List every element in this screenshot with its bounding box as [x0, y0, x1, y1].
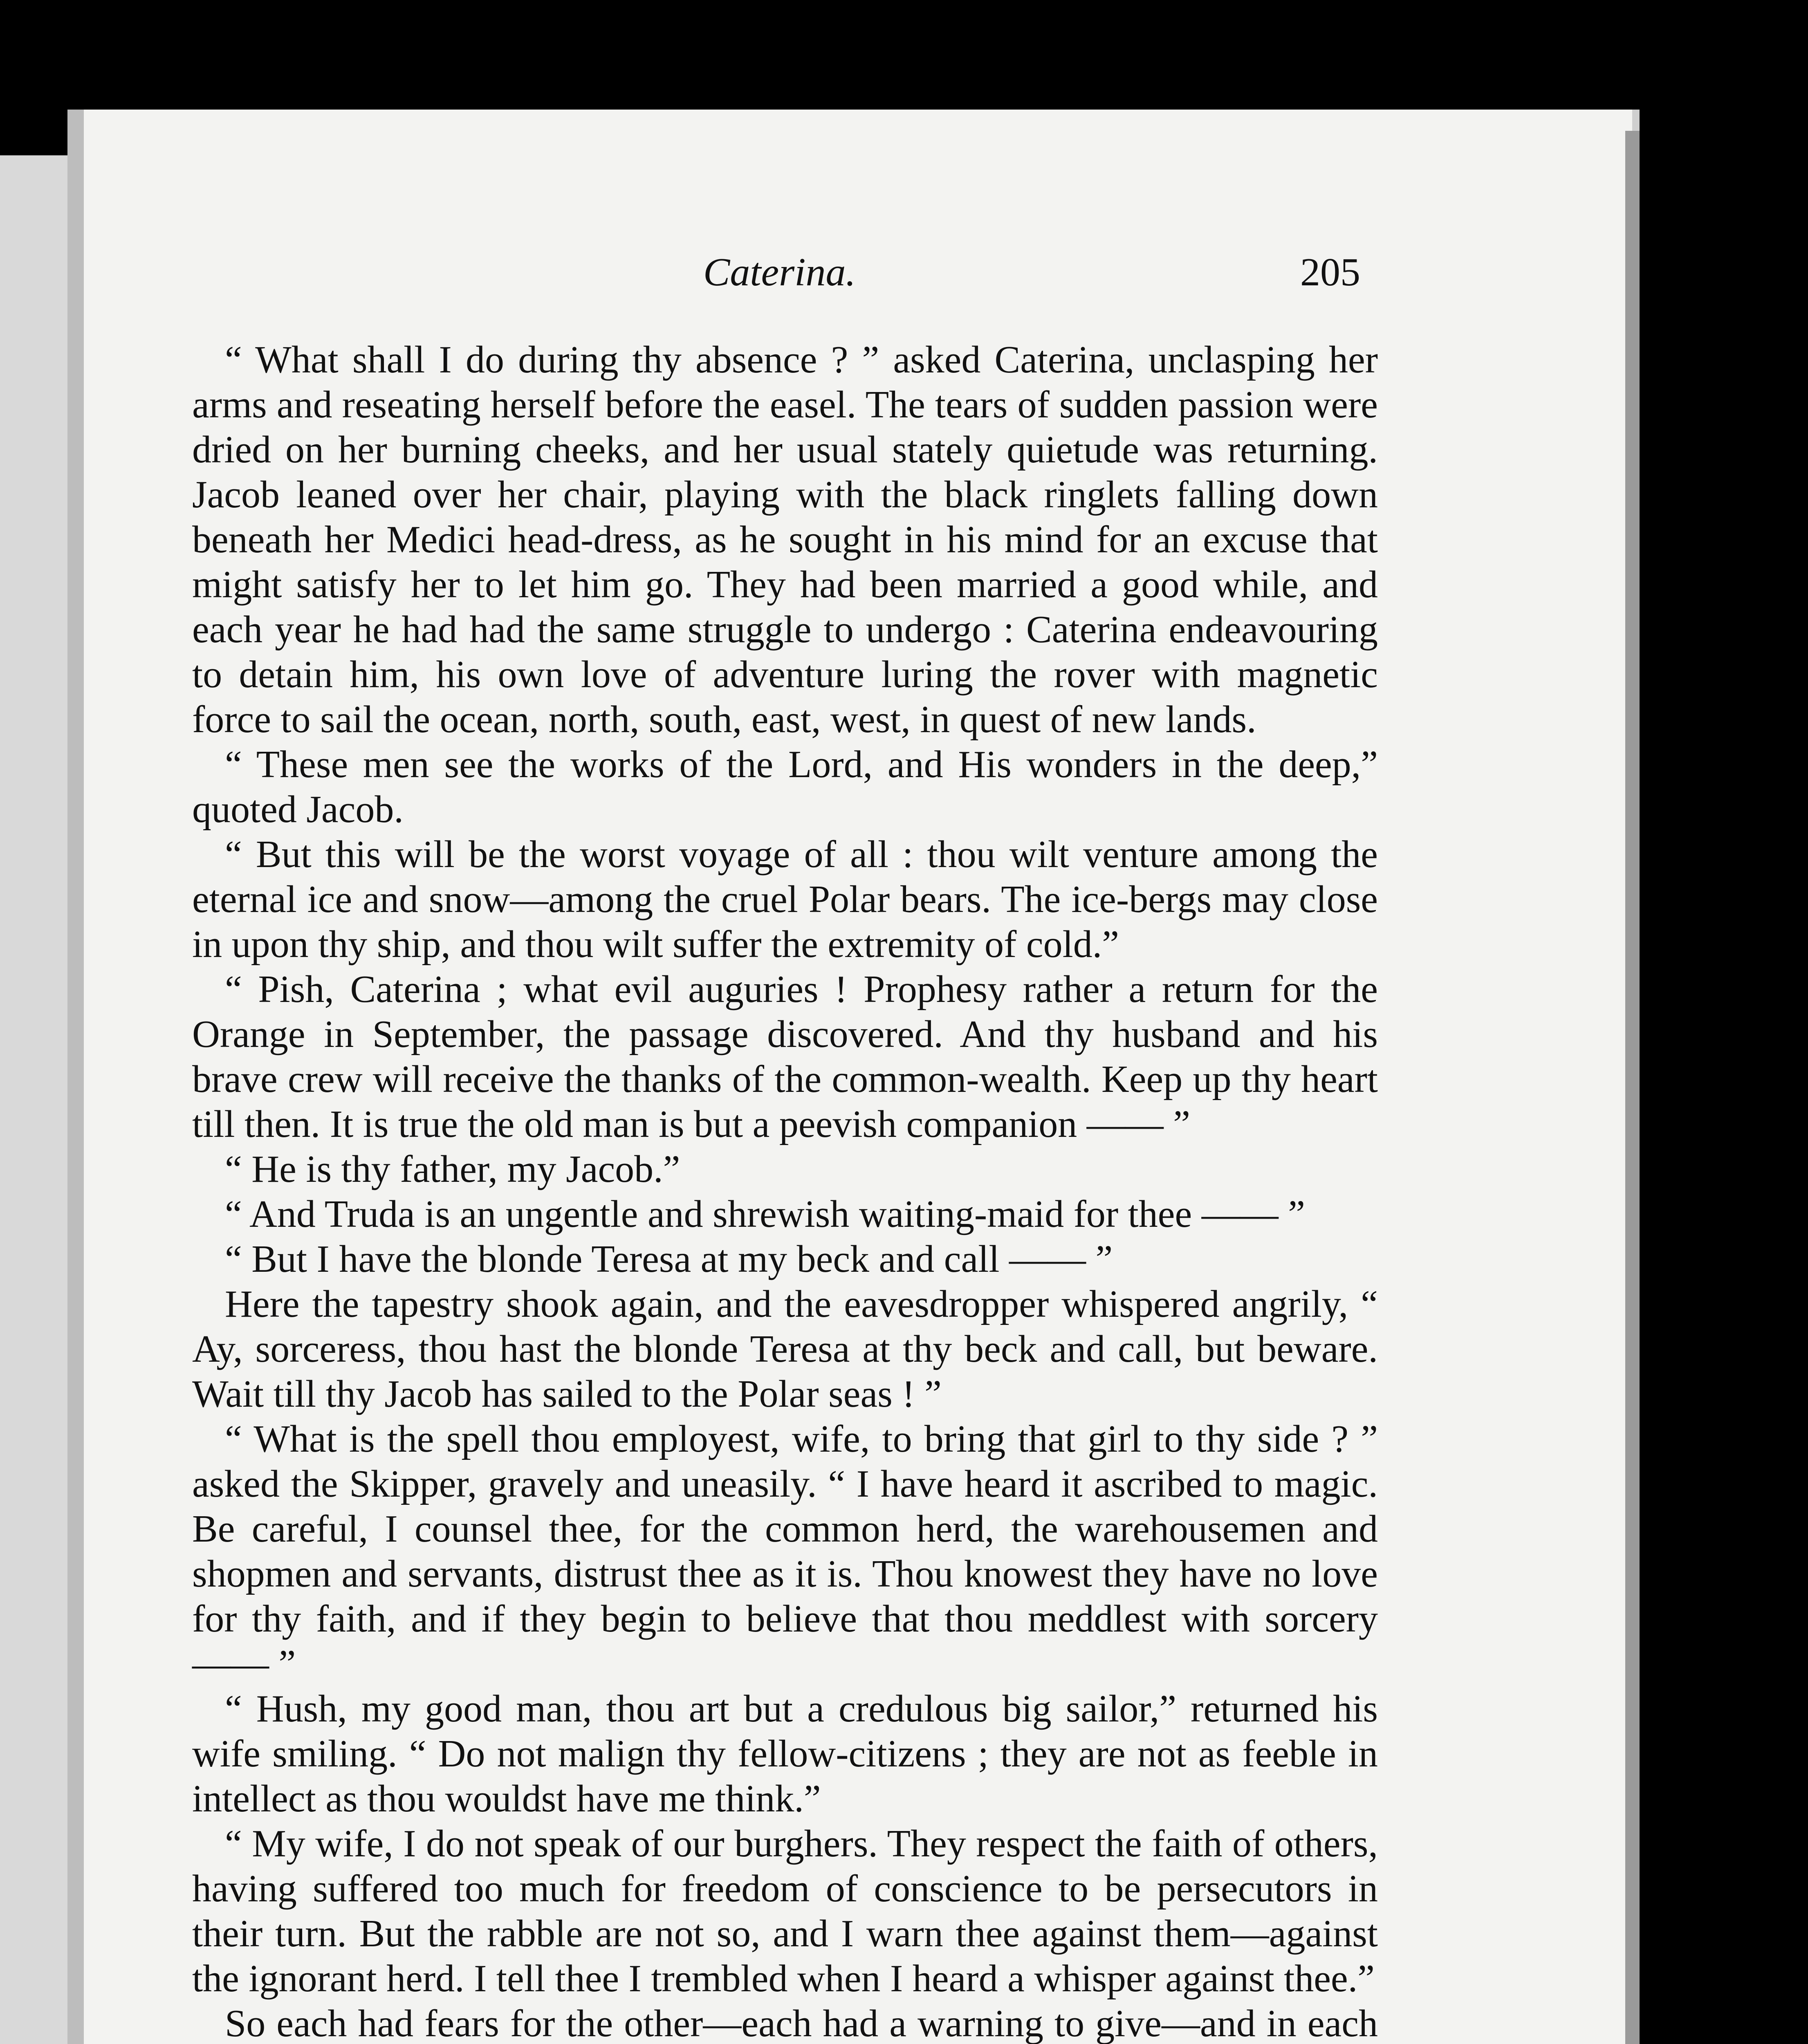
- paragraph: Here the tapestry shook again, and the eavesdropper whispered angrily, “ Ay, sorceress, thou hast the blonde Teresa at thy beck and call, but beware. Wait till thy Jacob has sailed to the Polar seas ! ”: [192, 1283, 1378, 1415]
- body-text: [192, 337, 1378, 2044]
- paragraph: “ What is the spell thou employest, wife, to bring that girl to thy side ? ” asked the Skipper, gravely and uneasily. “ I have heard it ascribed to magic. Be careful, I counsel thee, for the common herd, the warehousemen and shopmen and servants, distrust thee as it is. Thou knowest they have no love for thy faith, and if they begin to believe that thou meddlest with sorcery —— ”: [192, 1418, 1378, 1685]
- paragraph: “ What shall I do during thy absence ? ” asked Caterina, unclasping her arms and reseating herself before the easel. The tears of sudden passion were dried on her burning cheeks, and her usual stately quietude was returning. Jacob leaned over her chair, playing with the black ringlets falling down beneath her Medici head-dress, as he sought in his mind for an excuse that might satisfy her to let him go. They had been married a good while, and each year he had had the same struggle to undergo : Caterina endeavouring to detain him, his own love of adventure luring the rover with magnetic force to sail the ocean, north, south, east, west, in quest of new lands.: [192, 338, 1378, 741]
- spine-shadow: [67, 110, 84, 2044]
- running-head: Caterina.: [703, 250, 856, 294]
- page-edge: [1625, 131, 1640, 2044]
- paragraph: So each had fears for the other—each had a warning to give—and in each: [225, 2002, 1378, 2044]
- paragraph: “ My wife, I do not speak of our burghers. They respect the faith of others, having suffered too much for freedom of conscience to be persecutors in their turn. But the rabble are not so, and I warn thee against them—against the ignorant herd. I tell thee I trembled when I heard a whisper against thee.”: [192, 1822, 1378, 2000]
- paragraph: “ He is thy father, my Jacob.”: [225, 1148, 680, 1190]
- paragraph: “ Pish, Caterina ; what evil auguries ! Prophesy rather a return for the Orange in September, the passage discovered. And thy husband and his brave crew will receive the thanks of the common-wealth. Keep up thy heart till then. It is true the old man is but a peevish companion —— ”: [192, 968, 1378, 1145]
- paragraph: “ But this will be the worst voyage of all : thou wilt venture among the eternal ice and snow—among the cruel Polar bears. The ice-bergs may close in upon thy ship, and thou wilt suffer the extremity of cold.”: [192, 833, 1378, 966]
- paragraph: “ Hush, my good man, thou art but a credulous big sailor,” returned his wife smiling. “ Do not malign thy fellow-citizens ; they are not as feeble in intellect as thou wouldst have me think.”: [192, 1688, 1378, 1820]
- page-number: 205: [1300, 250, 1360, 294]
- paragraph: “ These men see the works of the Lord, and His wonders in the deep,” quoted Jacob.: [192, 743, 1378, 831]
- paragraph: “ And Truda is an ungentle and shrewish waiting-maid for thee —— ”: [225, 1193, 1305, 1235]
- paragraph: “ But I have the blonde Teresa at my beck and call —— ”: [225, 1238, 1113, 1280]
